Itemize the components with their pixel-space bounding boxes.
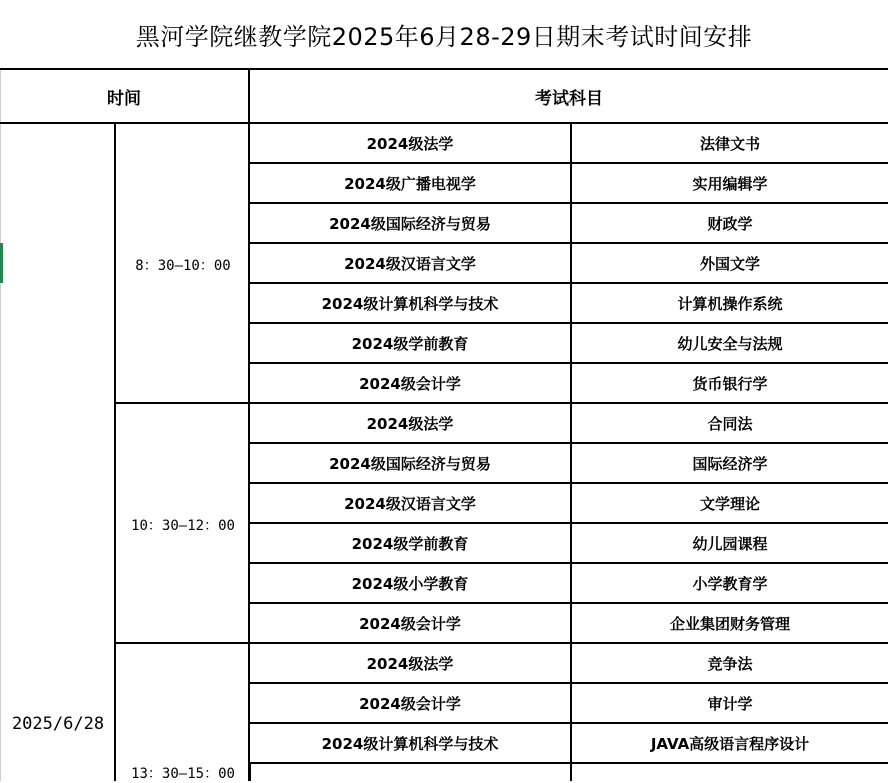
table-row <box>250 724 888 764</box>
class-cell[interactable]: 2024级法学 <box>250 644 572 682</box>
table-row <box>250 244 888 284</box>
partial-row <box>116 763 888 781</box>
time-slot-label: 10：30—12：00 <box>131 518 235 534</box>
class-cell[interactable]: 2024级学前教育 <box>250 524 572 562</box>
class-cell[interactable]: 2024级国际经济与贸易 <box>250 204 572 242</box>
class-cell[interactable]: 2024级学前教育 <box>250 324 572 362</box>
time-slot-label: 8：30—10：00 <box>135 258 231 274</box>
table-row <box>250 564 888 604</box>
subject-cell[interactable]: 货币银行学 <box>692 374 768 393</box>
subject-cell[interactable]: 审计学 <box>707 694 753 713</box>
subject-cell[interactable]: 幼儿园课程 <box>692 534 768 553</box>
subject-cell[interactable]: 外国文学 <box>699 254 760 273</box>
class-cell[interactable]: 2024级广播电视学 <box>250 164 572 202</box>
time-slot-label: 13：30—15：00 <box>131 766 235 782</box>
subject-cell[interactable]: 财政学 <box>707 214 753 233</box>
table-row <box>250 644 888 684</box>
subject-cell[interactable]: 竞争法 <box>707 654 753 673</box>
class-cell[interactable]: 2024级小学教育 <box>250 564 572 602</box>
class-cell[interactable]: 2024级会计学 <box>250 364 572 402</box>
subject-cell[interactable]: 文学理论 <box>699 494 760 513</box>
date-cell[interactable] <box>0 124 116 781</box>
table-row <box>250 484 888 524</box>
subject-cell[interactable]: 企业集团财务管理 <box>669 614 790 633</box>
time-slot-1[interactable] <box>116 124 250 404</box>
table-row <box>250 204 888 244</box>
page-title: 黑河学院继教学院2025年6月28-29日期末考试时间安排 <box>0 0 888 70</box>
partial-row-divider <box>570 763 572 781</box>
class-cell[interactable]: 2024级国际经济与贸易 <box>250 444 572 482</box>
table-row <box>250 364 888 404</box>
table-row <box>250 684 888 724</box>
subject-cell[interactable]: 法律文书 <box>699 134 760 153</box>
date-label: 2025/6/28 <box>11 714 105 734</box>
subject-cell[interactable]: 合同法 <box>707 414 753 433</box>
subject-cell[interactable]: 实用编辑学 <box>692 174 768 193</box>
table-row <box>250 604 888 644</box>
header-subject[interactable]: 考试科目 <box>535 88 603 109</box>
header-time[interactable]: 时间 <box>0 70 250 122</box>
class-cell[interactable]: 2024级汉语言文学 <box>250 484 572 522</box>
table-header <box>0 70 888 124</box>
class-cell[interactable]: 2024级计算机科学与技术 <box>250 284 572 322</box>
table-row <box>250 324 888 364</box>
table-row <box>250 284 888 324</box>
time-slot-3[interactable] <box>116 644 250 781</box>
class-cell[interactable]: 2024级法学 <box>250 404 572 442</box>
partial-row-divider <box>249 763 251 781</box>
table-row <box>250 124 888 164</box>
table-row <box>250 404 888 444</box>
subject-cell[interactable]: 计算机操作系统 <box>677 294 783 313</box>
class-cell[interactable]: 2024级计算机科学与技术 <box>250 724 572 762</box>
subject-cell[interactable]: 国际经济学 <box>692 454 768 473</box>
class-cell[interactable]: 2024级会计学 <box>250 684 572 722</box>
subject-cell[interactable]: 小学教育学 <box>692 574 768 593</box>
class-cell[interactable]: 2024级法学 <box>250 124 572 162</box>
subject-cell[interactable]: JAVA高级语言程序设计 <box>650 734 810 753</box>
table-row <box>250 444 888 484</box>
time-slot-2[interactable] <box>116 404 250 644</box>
class-cell[interactable]: 2024级汉语言文学 <box>250 244 572 282</box>
table-row <box>250 164 888 204</box>
subject-cell[interactable]: 幼儿安全与法规 <box>677 334 783 353</box>
class-cell[interactable]: 2024级会计学 <box>250 604 572 642</box>
table-row <box>250 524 888 564</box>
